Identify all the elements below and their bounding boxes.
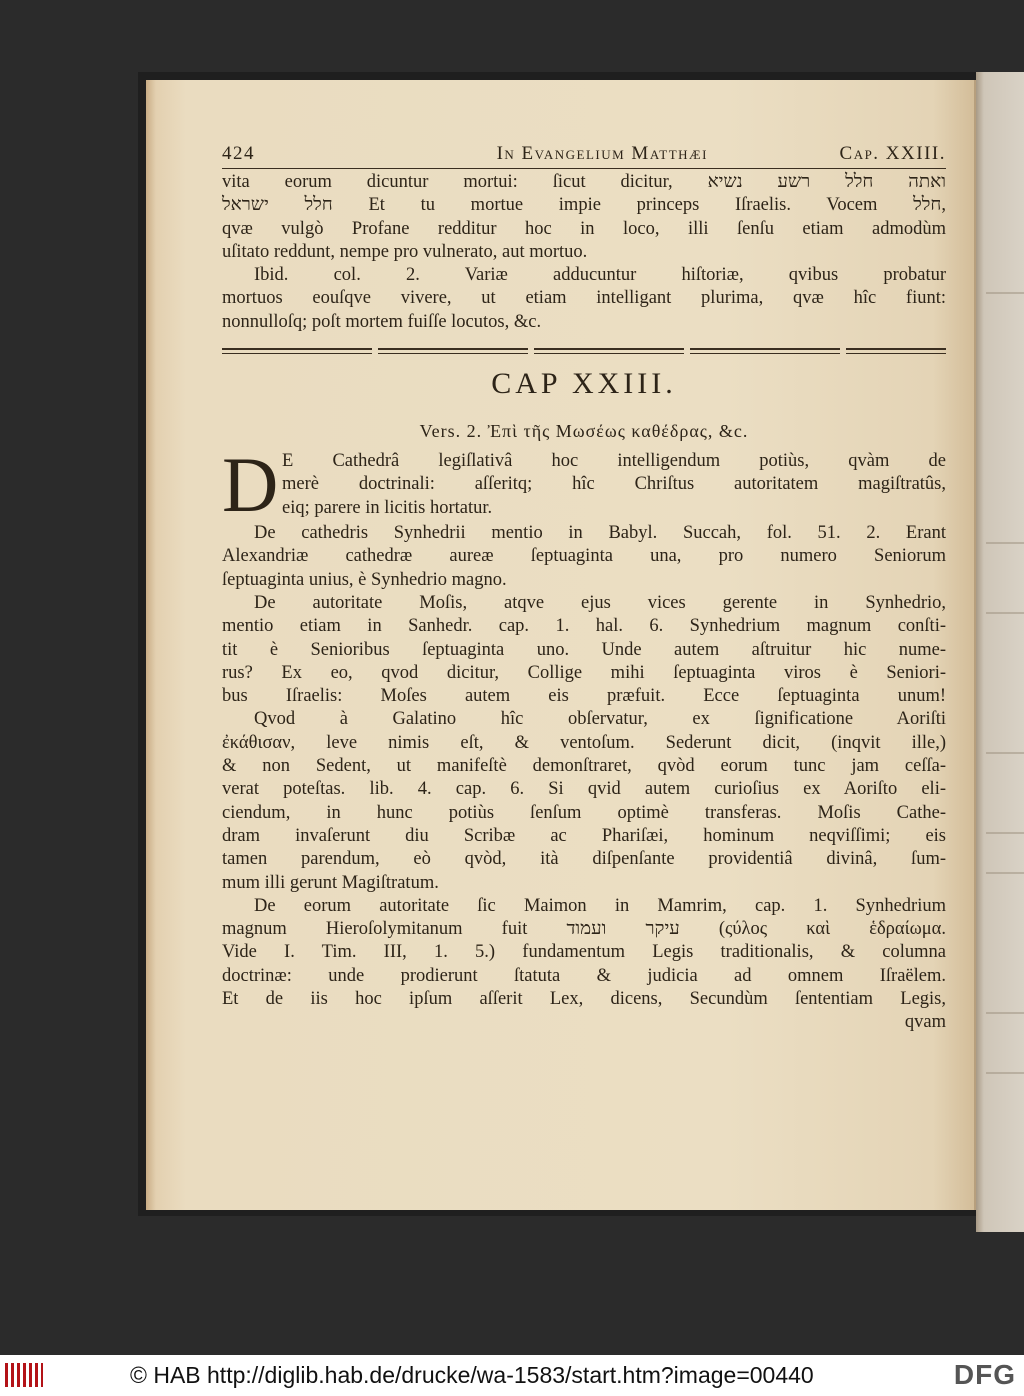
running-head (222, 142, 946, 169)
text-line: De eorum autoritate ſic Maimon in Mamrim, cap. 1. Synhedrium (254, 895, 946, 916)
top-passage (222, 171, 946, 334)
section-divider (222, 348, 946, 362)
text-line: eiq; parere in licitis hortatur. (282, 497, 493, 518)
text-line: bus Iſraelis: Moſes autem eis præfuit. Ecce ſeptuaginta unum! (222, 686, 946, 707)
dfg-logo: DFG (953, 1359, 1016, 1390)
text-line: Alexandriæ cathedræ aureæ ſeptuaginta una, pro numero Seniorum (222, 546, 946, 567)
text-line: E Cathedrâ legiſlativâ hoc intelligendum potiùs, qvàm de (282, 451, 946, 472)
page-text (222, 142, 946, 1035)
chapter-heading: CAP XXIII. (491, 367, 677, 401)
bleed-through-line (986, 752, 1024, 754)
drop-cap: D (222, 441, 279, 529)
bleed-through-line (986, 1012, 1024, 1014)
text-line: verat poteſtas. lib. 4. cap. 6. Si qvid autem curioſius ex Aoriſto eli- (222, 779, 946, 800)
body-text (222, 522, 946, 1035)
text-line: ſeptuaginta unius, è Synhedrio magno. (222, 569, 507, 590)
text-line: חלל ישראל Et tu mortue impie princeps Iſraelis. Vocem חלל, (222, 195, 946, 216)
text-line: tamen parendum, eò qvòd, ità diſpenſante providentiâ divinâ, ſum- (222, 849, 946, 870)
text-line: rus? Ex eo, qvod dicitur, Collige mihi ſeptuaginta viros è Seniori- (222, 662, 946, 683)
divider-thin (222, 353, 946, 354)
text-line: magnum Hieroſolymitanum fuit עיקר ועמוד (ςύλος καὶ ἑδραίωμα. (222, 919, 946, 940)
text-line: mum illi gerunt Magiſtratum. (222, 872, 439, 893)
opening-paragraph (222, 441, 946, 529)
running-title: In Evangelium Matthæi (496, 143, 708, 164)
text-line: Et de iis hoc ipſum aſſerit Lex, dicens, Secundùm ſententiam Legis, (222, 989, 946, 1010)
text-line: uſitato reddunt, nempe pro vulnerato, aut mortuo. (222, 241, 588, 262)
text-line: vita eorum dicuntur mortui: ſicut dicitur, ואתה חלל רשע נשיא (222, 172, 946, 192)
text-line: & non Sedent, ut manifeſtè demonſtraret, qvòd eorum tunc jam ceſſa- (222, 756, 946, 777)
bleed-through-line (986, 832, 1024, 834)
source-credit-link[interactable]: © HAB http://diglib.hab.de/drucke/wa-1583/start.htm?image=00440 (130, 1362, 814, 1388)
text-line: dram invaſerunt diu Scribæ ac Phariſæi, hominum neqviſſimi; eis (222, 825, 946, 846)
text-line: Qvod à Galatino hîc obſervatur, ex ſignificatione Aoriſti (254, 709, 946, 730)
bleed-through-line (986, 292, 1024, 294)
text-line: qvæ vulgò Profane redditur hoc in loco, illi ſenſu etiam admodùm (222, 218, 946, 239)
text-line: ciendum, in hunc potiùs ſenſum optimè transferas. Moſis Cathe- (222, 802, 946, 823)
text-line: ἐκάθισαν, leve nimis eſt, & ventoſum. Sederunt dicit, (inqvit ille,) (222, 732, 946, 753)
text-line: De cathedris Synhedrii mentio in Babyl. Succah, fol. 51. 2. Erant (254, 523, 946, 544)
text-line: nonnulloſq; poſt mortem fuiſſe locutos, &c. (222, 311, 542, 332)
text-line: De autoritate Moſis, atqve ejus vices gerente in Synhedrio, (254, 592, 946, 613)
bleed-through-line (986, 1072, 1024, 1074)
divider-thick (222, 348, 946, 350)
adjacent-page-edge (976, 72, 1024, 1232)
library-logo-icon (4, 1360, 44, 1390)
bleed-through-line (986, 872, 1024, 874)
verse-heading: Vers. 2. Ἐπὶ τῆς Μωσέως καθέδρας, &c. (419, 421, 749, 442)
text-line: Ibid. col. 2. Variæ adducuntur hiſtoriæ, qvibus probatur (254, 265, 946, 286)
text-line: mortuos eouſqve vivere, ut etiam intelligant plurima, qvæ hîc fiunt: (222, 288, 946, 309)
text-line: tit è Senioribus ſeptuaginta uno. Unde autem aſtruitur hic nume- (222, 639, 946, 660)
bleed-through-line (986, 612, 1024, 614)
text-line: Vide I. Tim. III, 1. 5.) fundamentum Legis traditionalis, & columna (222, 942, 946, 963)
text-line: merè doctrinali: aſſeritq; hîc Chriſtus autoritatem magiſtratûs, (282, 474, 946, 495)
text-line: doctrinæ: unde prodierunt ſtatuta & judicia ad omnem Iſraëlem. (222, 965, 946, 986)
running-chapter: Cap. XXIII. (839, 143, 946, 164)
viewer-footer (0, 1355, 1024, 1396)
catchword: qvam (904, 1012, 946, 1033)
text-line: mentio etiam in Sanhedr. cap. 1. hal. 6. Synhedrium magnum conſti- (222, 616, 946, 637)
bleed-through-line (986, 542, 1024, 544)
page-number: 424 (222, 143, 255, 164)
